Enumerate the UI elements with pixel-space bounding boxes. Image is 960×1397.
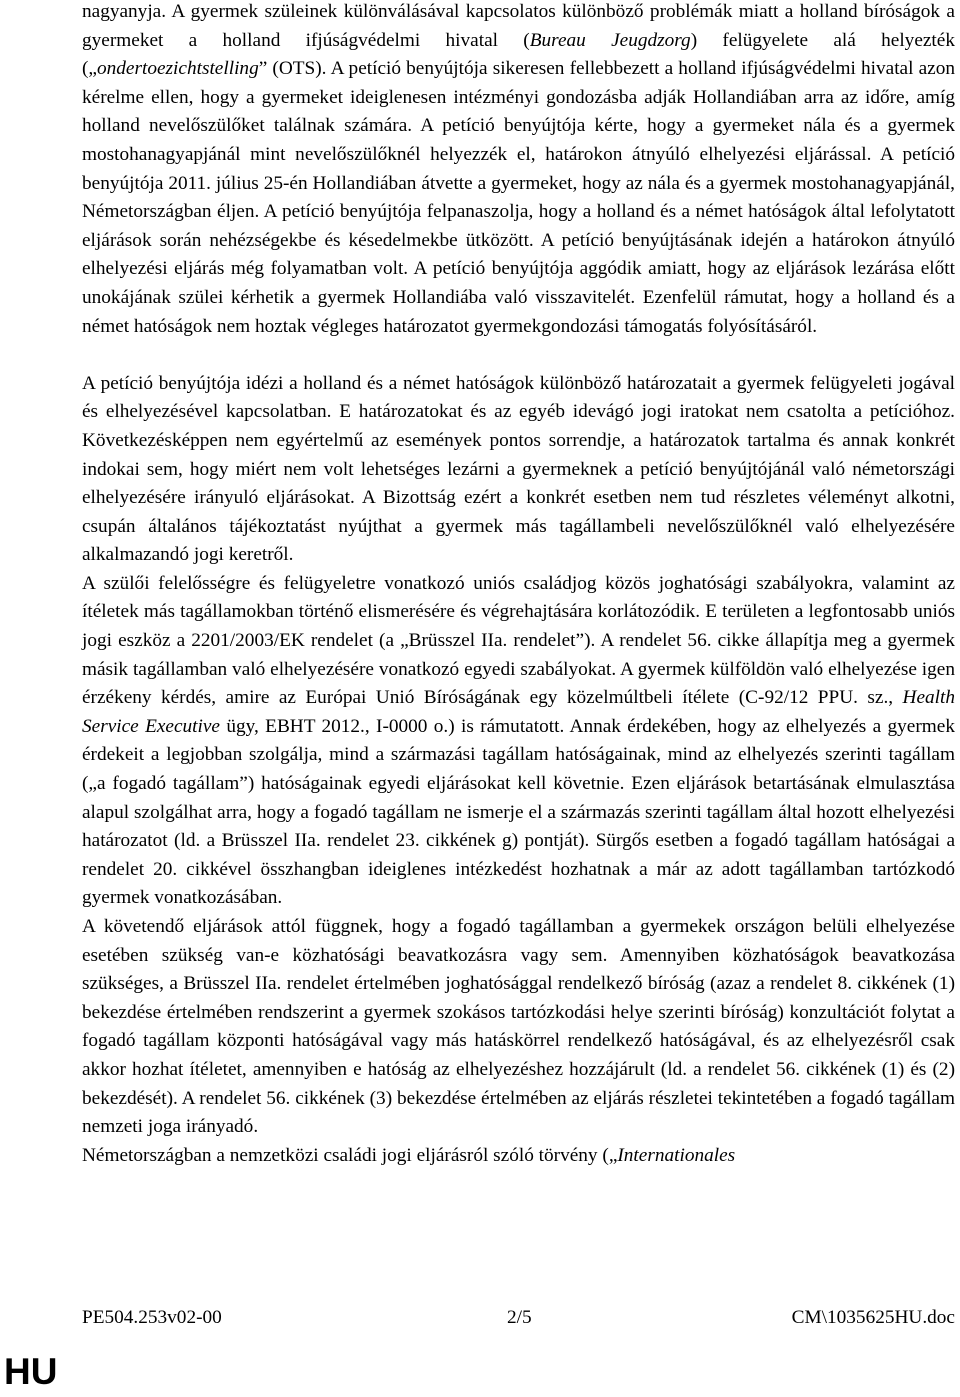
paragraph-p3 — [82, 570, 955, 913]
italic-text: Health Service Executive — [82, 687, 955, 737]
text-run: A petíció benyújtója idézi a holland és a német hatóságok különböző határozatait a gyermek felügyeleti jogával és elhelyezésével kapcsolatban. E határozatokat és az egyéb idevágó jogi iratokat nem csatolta a petícióhoz. Következésképpen nem egyértelmű az események pontos sorrendje, a határozatok tartalma és annak konkrét indokai sem, hogy miért nem volt lehetséges lezárni a gyermeknek a petíció benyújtójánál való németországi elhelyezésére irányuló eljárásokat. A Bizottság ezért a konkrét esetben nem tud részletes véleményt alkotni, csupán általános tájékoztatást nyújthat a gyermek más tagállambeli nevelőszülőknél való elhelyezésére alkalmazandó jogi keretről. — [82, 372, 955, 566]
document-reference: PE504.253v02-00 — [82, 1307, 222, 1328]
document-body — [82, 0, 955, 1170]
text-run: ” (OTS). A petíció benyújtója sikeresen fellebbezett a holland ifjúságvédelmi hivatal azon kérelme ellen, hogy a gyermeket ideiglenesen intézményi gondozásba adják Hollandiában arra az időre, amíg holland nevelőszülőket találnak számára. A petíció benyújtója kérte, hogy a gyermeket nála és a gyermek mostohanagyapjánál mint nevelőszülőknél helyezzék el, határokon átnyúló elhelyezési eljárással. A petíció benyújtója 2011. július 25-én Hollandiában átvette a gyermeket, hogy az nála és a gyermek mostohanagyapjánál, Németországban éljen. A petíció benyújtója felpanaszolja, hogy a holland és a német hatóságok által lefolytatott eljárások során nehézségekbe és késedelmekbe ütközött. A petíció benyújtásának idején a határokon átnyúló elhelyezési eljárás még folyamatban volt. A petíció benyújtója aggódik amiatt, hogy az eljárások lezárása előtt unokájának szülei kérhetik a gyermek Hollandiába való visszavitelét. Ezenfelül rámutat, hogy a holland és a német hatóságok nem hoztak végleges határozatot gyermekgondozási támogatás folyósításáról. — [82, 58, 955, 337]
page-number: 2/5 — [507, 1307, 532, 1328]
text-run: Németországban a nemzetközi családi jogi eljárásról szóló törvény („ — [82, 1144, 618, 1166]
paragraph-p2 — [82, 370, 955, 570]
paragraph-spacer — [82, 341, 955, 370]
paragraph-p4 — [82, 913, 955, 1142]
language-code: HU — [4, 1351, 58, 1392]
text-run: ügy, EBHT 2012., I-0000 o.) is rámutatott. Annak érdekében, hogy az elhelyezés a gyermek érdekeit a legjobban szolgálja, mind a származási tagállam hatóságainak, mind az elhelyezés szerinti tagállam („a fogadó tagállam”) hatóságainak egyedi eljárásokat kell követnie. Ezen eljárások betartásának elmulasztása alapul szolgálhat arra, hogy a fogadó tagállam ne ismerje el a származás szerinti tagállam által hozott elhelyezési határozatot (ld. a Brüsszel IIa. rendelet 23. cikkének g) pontját). Sürgős esetben a fogadó tagállam hatóságai a rendelet 20. cikkével összhangban ideiglenes intézkedést hozhatnak a már az adott tagállamban tartózkodó gyermek vonatkozásában. — [82, 715, 955, 909]
text-run: A követendő eljárások attól függnek, hogy a fogadó tagállamban a gyermekek országon belüli elhelyezése esetében szükség van-e közhatósági beavatkozásra vagy sem. Amennyiben közhatóságok beavatkozása szükséges, a Brüsszel IIa. rendelet értelmében joghatósággal rendelkező bíróság (azaz a rendelet 8. cikkének (1) bekezdése értelmében rendszerint a gyermek szokásos tartózkodási helye szerinti bíróság) konzultációt folytat a fogadó tagállam központi hatóságával vagy más hatáskörrel rendelkező hatóságával, és az elhelyezésről csak akkor hozhat ítéletet, amennyiben e hatóság az elhelyezéshez hozzájárult (ld. a rendelet 56. cikkének (1) és (2) bekezdését). A rendelet 56. cikkének (3) bekezdése értelmében az eljárás részletei tekintetében a fogadó tagállam nemzeti joga irányadó. — [82, 916, 955, 1138]
italic-text: Internationales — [617, 1144, 736, 1166]
page-footer — [82, 1304, 955, 1332]
text-run: ) felügyelete alá helyezték („ — [82, 29, 955, 80]
italic-text: Bureau Jeugdzorg — [529, 29, 691, 51]
italic-text: ondertoezichtstelling — [96, 58, 259, 80]
text-run: A szülői felelősségre és felügyeletre vonatkozó uniós családjog közös joghatósági szabályokra, valamint az ítéletek más tagállamokban történő elismerésére és végrehajtására korlátozódik. E területen a legfontosabb uniós jogi eszköz a 2201/2003/EK rendelet (a „Brüsszel IIa. rendelet”). A rendelet 56. cikke állapítja meg a gyermek másik tagállamban való elhelyezésére vonatkozó egyedi szabályokat. A gyermek külföldön való elhelyezése igen érzékeny kérdés, amire az Európai Unió Bíróságának egy közelmúltbeli ítélete (C-92/12 PPU. sz., — [82, 572, 955, 709]
file-name: CM\1035625HU.doc — [791, 1307, 955, 1328]
paragraph-p1 — [82, 0, 955, 341]
text-run: nagyanyja. A gyermek szüleinek különválásával kapcsolatos különböző problémák miatt a holland bíróságok a gyermeket a holland ifjúságvédelmi hivatal ( — [82, 1, 955, 51]
paragraph-p5 — [82, 1142, 955, 1171]
